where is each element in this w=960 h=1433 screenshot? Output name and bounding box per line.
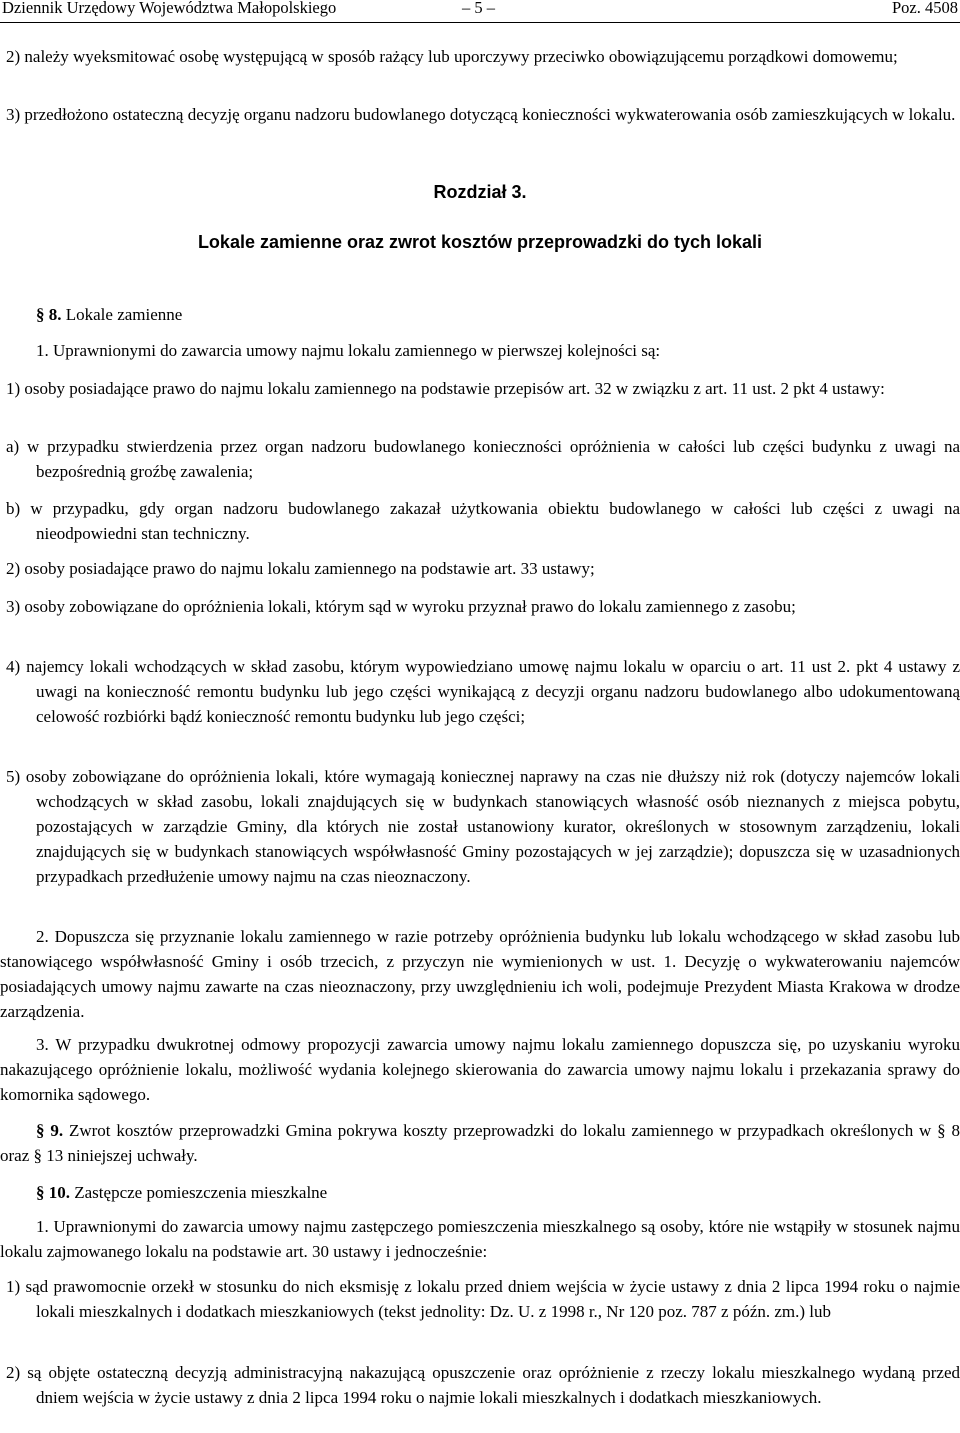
section-8-ust2: 2. Dopuszcza się przyznanie lokalu zamiennego w razie potrzeby opróżnienia budynku lub lokalu wchodzącego w skład zasobu lub stanowiącego współwłasność Gminy i osób trzecich, z przyczyn nie wymienionych w ust. 1. Decyzję o wykwaterowaniu najemców posiadających umowy najmu zawarte na czas nieoznaczony, przy uwzględnieniu ich woli, podejmuje Prezydent Miasta Krakowa w drodze zarządzenia.: [0, 927, 960, 1021]
list-item-3: 3) przedłożono ostateczną decyzję organu nadzoru budowlanego dotyczącą konieczności wykwaterowania osób zamieszkujących w lokalu.: [6, 105, 956, 124]
section-10-point1: 1) sąd prawomocnie orzekł w stosunku do nich eksmisję z lokalu przed dniem wejścia w życie ustawy z dnia 2 lipca 1994 roku o najmie lokali mieszkalnych i dodatkach mieszkaniowych (tekst jednolity: Dz. U. z 1998 r., Nr 120 poz. 787 z późn. zm.) lub: [6, 1277, 960, 1321]
section-8-point1-b: b) w przypadku, gdy organ nadzoru budowlanego zakazał użytkowania obiektu budowlanego w całości lub części z uwagi na nieodpowiedni stan techniczny.: [6, 499, 960, 543]
section-10-point2: 2) są objęte ostateczną decyzją administracyjną nakazującą opuszczenie oraz opróżnienie z rzeczy lokalu mieszkalnego wydaną przed dniem wejścia w życie ustawy z dnia 2 lipca 1994 roku o najmie lokali mieszkalnych i dodatkach mieszkaniowych.: [6, 1363, 960, 1407]
section-10-mark: § 10.: [36, 1183, 70, 1202]
section-8-ust3: 3. W przypadku dwukrotnej odmowy propozycji zawarcia umowy najmu lokalu zamiennego dopuszcza się, po uzyskaniu wyroku nakazującego opróżnienie lokalu, możliwość wydania kolejnego skierowania do zawarcia umowy najmu lokalu i przekazania sprawy do komornika sądowego.: [0, 1035, 960, 1104]
section-10-title: Zastępcze pomieszczenia mieszkalne: [74, 1183, 328, 1202]
section-10-heading: [36, 1180, 327, 1205]
section-8-heading: [36, 302, 182, 327]
section-8-point1: 1) osoby posiadające prawo do najmu lokalu zamiennego na podstawie przepisów art. 32 w związku z art. 11 ust. 2 pkt 4 ustawy:: [6, 379, 885, 398]
section-8-mark: § 8.: [36, 305, 62, 324]
page-header: [0, 0, 960, 23]
section-8-point5: 5) osoby zobowiązane do opróżnienia lokali, które wymagają koniecznej naprawy na czas nie dłuższy niż rok (dotyczy najemców lokali wchodzących w skład zasobu, lokali znajdujących się w budynkach stanowiących własność osób nieznanych z miejsca pobytu, pozostających w zarządzie Gminy, dla których nie został ustanowiony kurator, określonych w stosownym zarządzeniu, lokali znajdujących się w budynkach stanowiących współwłasność Gminy pozostających w jej zarządzie); dopuszcza się w uzasadnionych przypadkach przedłużenie umowy najmu na czas nieoznaczony.: [6, 767, 960, 886]
section-8-ust1: 1. Uprawnionymi do zawarcia umowy najmu lokalu zamiennego w pierwszej kolejności są:: [36, 341, 661, 360]
section-8-point4: 4) najemcy lokali wchodzących w skład zasobu, którym wypowiedziano umowę najmu lokalu w oparciu o art. 11 ust 2. pkt 4 ustawy z uwagi na konieczność remontu budynku lub jego części wynikającą z decyzji organu nadzoru budowlanego albo udokumentowaną celowość rozbiórki bądź konieczność remontu budynku lub jego części;: [6, 657, 960, 726]
chapter-number: Rozdział 3.: [433, 182, 527, 202]
section-9: [0, 1118, 960, 1168]
section-8-title: Lokale zamienne: [65, 305, 183, 324]
position-number: Poz. 4508: [892, 0, 958, 17]
section-8-point3: 3) osoby zobowiązane do opróżnienia lokali, którym sąd w wyroku przyznał prawo do lokalu zamiennego z zasobu;: [6, 597, 796, 616]
section-9-text: Zwrot kosztów przeprowadzki Gmina pokrywa koszty przeprowadzki do lokalu zamiennego w przypadkach określonych w § 8 oraz § 13 niniejszej uchwały.: [0, 1121, 960, 1165]
section-9-mark: § 9.: [36, 1121, 64, 1140]
list-item-2: 2) należy wyeksmitować osobę występującą w sposób rażący lub uporczywy przeciwko obowiązującemu porządkowi domowemu;: [6, 47, 898, 66]
section-8-point2: 2) osoby posiadające prawo do najmu lokalu zamiennego na podstawie art. 33 ustawy;: [6, 559, 595, 578]
section-8-point1-a: a) w przypadku stwierdzenia przez organ nadzoru budowlanego konieczności opróżnienia w całości lub części budynku z uwagi na bezpośrednią groźbę zawalenia;: [6, 437, 960, 481]
page-number: – 5 –: [462, 0, 495, 17]
chapter-title: Lokale zamienne oraz zwrot kosztów przeprowadzki do tych lokali: [197, 232, 763, 252]
section-10-ust1: 1. Uprawnionymi do zawarcia umowy najmu zastępczego pomieszczenia mieszkalnego są osoby, które nie wstąpiły w stosunek najmu lokalu zajmowanego lokalu na podstawie art. 30 ustawy i jednocześnie:: [0, 1217, 960, 1261]
journal-title: Dziennik Urzędowy Województwa Małopolskiego: [2, 0, 337, 17]
